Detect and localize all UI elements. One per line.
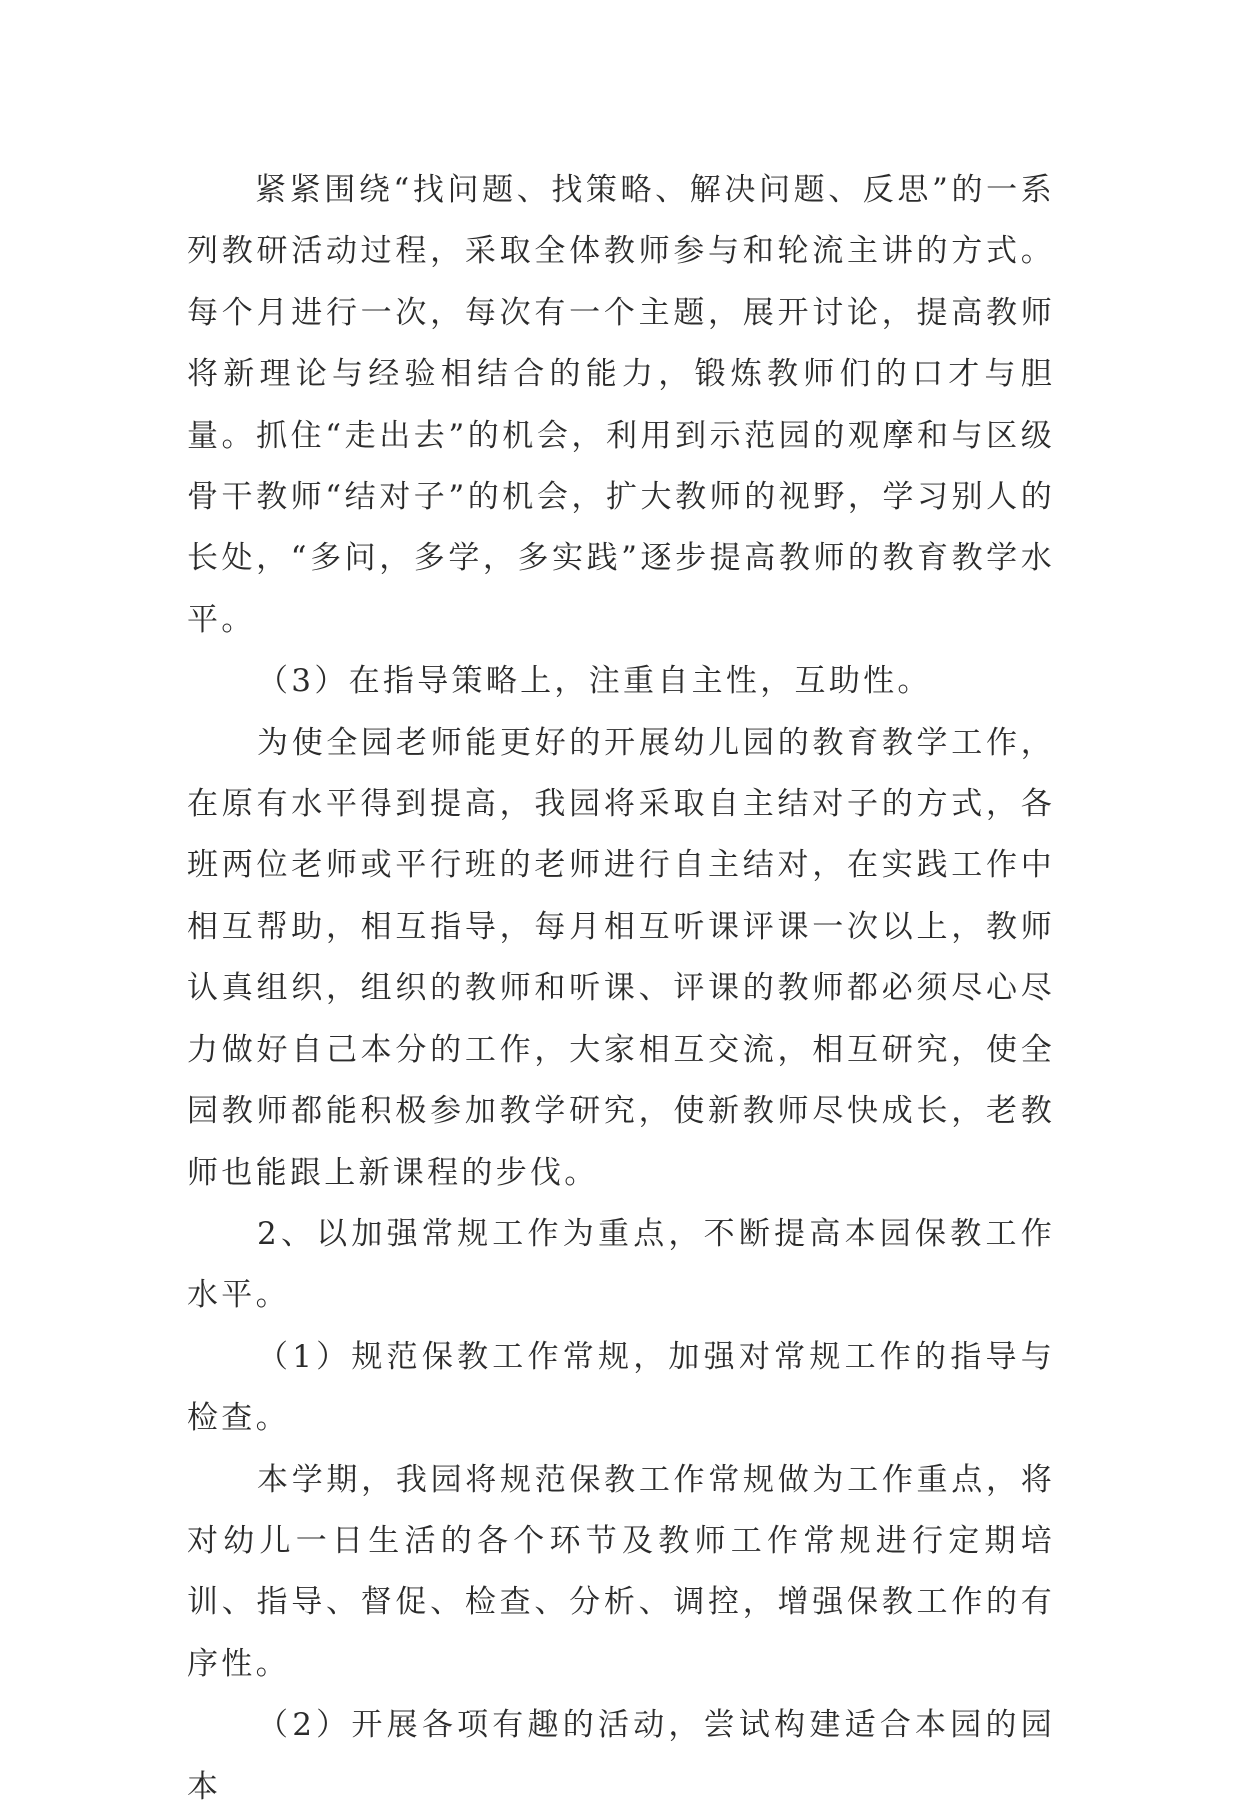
- paragraph-teaching-research: 紧紧围绕“找问题、找策略、解决问题、反思”的一系列教研活动过程，采取全体教师参与和轮流主讲的方式。每个月进行一次，每次有一个主题，展开讨论，提高教师将新理论与经验相结合的能力，锻炼教师们的口才与胆量。抓住“走出去”的机会，利用到示范园的观摩和与区级骨干教师“结对子”的机会，扩大教师的视野，学习别人的长处，“多问，多学，多实践”逐步提高教师的教育教学水平。: [187, 172, 1055, 638]
- paragraph-routine-work-heading: 2、以加强常规工作为重点，不断提高本园保教工作水平。: [187, 1215, 1055, 1314]
- paragraph-guidance-strategy-heading: （3）在指导策略上，注重自主性，互助性。: [257, 663, 932, 700]
- paragraph-activities-heading: （2）开展各项有趣的活动，尝试构建适合本园的园本: [187, 1707, 1055, 1805]
- paragraph-standardize-routine-heading: （1）规范保教工作常规，加强对常规工作的指导与检查。: [187, 1338, 1055, 1437]
- paragraph-semester-focus: 本学期，我园将规范保教工作常规做为工作重点，将对幼儿一日生活的各个环节及教师工作常规进行定期培训、指导、督促、检查、分析、调控，增强保教工作的有序性。: [187, 1461, 1055, 1682]
- paragraph-pairing-method: 为使全园老师能更好的开展幼儿园的教育教学工作，在原有水平得到提高，我园将采取自主结对子的方式，各班两位老师或平行班的老师进行自主结对，在实践工作中相互帮助，相互指导，每月相互听课评课一次以上，教师认真组织，组织的教师和听课、评课的教师都必须尽心尽力做好自己本分的工作，大家相互交流，相互研究，使全园教师都能积极参加教学研究，使新教师尽快成长，老教师也能跟上新课程的步伐。: [187, 724, 1055, 1191]
- document-body: [187, 160, 1055, 1818]
